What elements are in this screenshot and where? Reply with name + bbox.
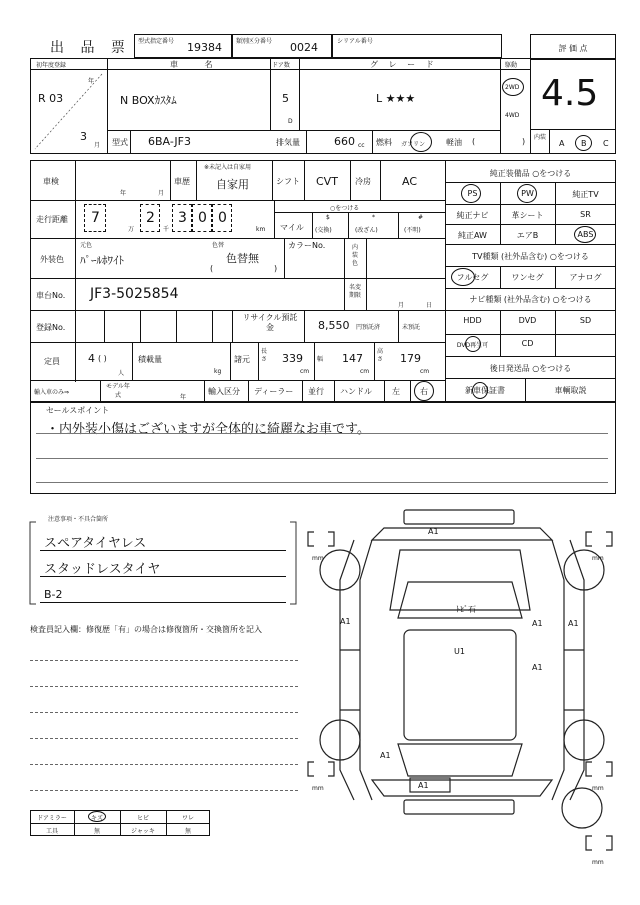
length-label: 長さ — [261, 348, 268, 363]
serial-box — [332, 34, 502, 58]
recycle-paid: 円預託済 — [356, 324, 381, 331]
mileage-box-0 — [84, 204, 106, 232]
inspection-label: 車検 — [43, 177, 59, 186]
import-label: 輸入車のみ⇒ — [34, 389, 70, 396]
grade-label: グ レ ー ド — [370, 60, 438, 69]
reg-no-label: 登録No. — [36, 323, 66, 332]
first-reg-era: R 03 — [38, 92, 64, 105]
displacement-value: 660 — [334, 135, 355, 148]
model-year-unit: 年 — [180, 394, 187, 401]
width-value: 147 — [342, 352, 363, 365]
star-mark: * — [372, 214, 375, 221]
displacement-label: 排気量 — [276, 138, 300, 147]
equip-pw-circle — [517, 184, 537, 203]
sales-text: ・内外装小傷はございますが全体的に綺麗なお車です。 — [46, 422, 370, 437]
shift-value: CVT — [316, 175, 338, 188]
history-label: 車歴 — [174, 177, 190, 186]
equip-leather: 革シート — [511, 211, 544, 220]
first-reg-year-unit: 年 — [88, 78, 95, 85]
equip-sr: SR — [580, 210, 591, 219]
mileage-digit-4: 0 — [218, 210, 227, 226]
car-damage-diagram — [300, 500, 630, 870]
width-cm: cm — [360, 368, 370, 375]
serial-label: シリアル番号 — [337, 38, 373, 45]
dims-label: 諸元 — [234, 355, 250, 364]
capacity-unit: 人 — [118, 370, 125, 377]
cooling-label: 冷房 — [355, 177, 371, 186]
mirror-label: ドアミラー — [37, 815, 67, 822]
dmg-label-right-door: A1 — [532, 663, 543, 672]
hash-mark: # — [418, 214, 424, 221]
unknown-label: (不明) — [404, 227, 421, 234]
car-name-value: N BOXｶｽﾀﾑ — [120, 94, 177, 107]
mileage-box-4 — [212, 204, 232, 232]
dmg-label-roof: U1 — [454, 647, 465, 656]
model-type-label: 型式 — [112, 138, 128, 147]
tv-analog: アナログ — [569, 273, 602, 282]
class-no-label: 類別区分番号 — [236, 38, 273, 45]
dmg-label-rear-left: A1 — [380, 751, 391, 760]
notes-line-0: スペアタイヤレス — [44, 536, 147, 551]
dmg-label-right-front: A1 — [532, 619, 543, 628]
drive-label: 駆動 — [505, 62, 518, 69]
load-kg: kg — [214, 368, 222, 375]
length-value: 339 — [282, 352, 303, 365]
mm-label-fr: mm — [592, 555, 604, 562]
interior-grade-a: A — [559, 139, 565, 148]
jack-value: 無 — [184, 828, 191, 835]
mileage-label: 走行距離 — [36, 215, 68, 224]
handle-label: ハンドル — [340, 387, 372, 396]
first-reg-month-unit: 月 — [94, 142, 101, 149]
nav-title: ナビ種類 (社外品含む) ○をつける — [469, 295, 592, 304]
sales-label: セールスポイント — [46, 406, 110, 415]
nav-sd: SD — [579, 316, 592, 325]
later-title: 後日発送品 ○をつける — [489, 364, 572, 373]
import-dealer: ディーラー — [254, 387, 294, 396]
nav-hdd: HDD — [463, 316, 482, 325]
model-no-value: 19384 — [187, 41, 222, 54]
name-change-label: 名変期限 — [349, 284, 362, 299]
fuel-gasoline: ガソリン — [401, 141, 426, 148]
dmg-label-rear: A1 — [418, 781, 429, 790]
length-cm: cm — [300, 368, 310, 375]
dollar-mark: $ — [326, 214, 330, 221]
tv-fullseg-circle — [451, 268, 475, 286]
notes-label: 注意事項・不具合箇所 — [48, 516, 109, 523]
doors-sub: D — [288, 118, 293, 125]
tv-oneseg: ワンセグ — [511, 273, 544, 282]
notes-line-1: スタッドレスタイヤ — [44, 562, 161, 577]
mm-label-rl: mm — [312, 785, 324, 792]
interior-grade-circle — [575, 135, 592, 151]
recycle-label: リサイクル預託金 — [242, 313, 298, 332]
mileage-digit-1: 2 — [146, 210, 155, 226]
mm-label-spare: mm — [592, 859, 604, 866]
capacity-label: 定員 — [44, 357, 60, 366]
recycle-amount: 8,550 — [318, 319, 350, 332]
fuel-circle — [410, 132, 432, 152]
handle-left: 左 — [392, 387, 400, 396]
grade-points-box — [530, 34, 616, 154]
drive-circle — [502, 78, 524, 96]
equip-ps: PS — [467, 189, 478, 198]
mirror-break: ワレ — [181, 815, 194, 822]
orig-color-label: 元色 — [80, 242, 93, 249]
mile-label: マイル — [280, 223, 304, 232]
import-type-label: 輸入区分 — [208, 387, 240, 396]
color-label: 外装色 — [40, 255, 64, 264]
shift-label: シフト — [276, 177, 300, 186]
displacement-unit: cc — [358, 142, 365, 149]
sales-box — [30, 402, 616, 494]
color-no-label: カラーNo. — [288, 241, 326, 250]
load-label: 積載量 — [138, 355, 162, 364]
nav-dvd: DVD — [518, 316, 537, 325]
jack-label: ジャッキ — [131, 828, 155, 835]
doors-label: ドア数 — [272, 62, 290, 69]
first-reg-month: 3 — [80, 130, 87, 143]
drive-4wd: 4WD — [505, 112, 520, 119]
equip-aw: 純正AW — [458, 231, 487, 240]
doors-value: 5 — [282, 92, 289, 105]
form-title: 出 品 票 — [50, 40, 131, 56]
handle-right: 右 — [420, 387, 428, 396]
mm-label-fl: mm — [312, 555, 324, 562]
later-manual: 車輌取説 — [554, 386, 587, 395]
interior-label: 内装 — [534, 134, 547, 141]
name-change-month: 月 — [398, 302, 405, 309]
tools-value: 無 — [93, 828, 100, 835]
exchange-label: (交換) — [315, 227, 332, 234]
mileage-man: 万 — [128, 226, 135, 233]
orig-color-value: ﾊﾟｰﾙﾎﾜｲﾄ — [80, 254, 124, 267]
tools-label: 工具 — [45, 828, 58, 835]
class-no-value: 0024 — [290, 41, 318, 54]
car-name-label: 車 名 — [170, 60, 225, 69]
tv-title: TV種類 (社外品含む) ○をつける — [472, 252, 589, 261]
equip-tv: 純正TV — [572, 190, 599, 199]
altered-label: (改ざん) — [355, 227, 378, 234]
mileage-digit-3: 0 — [198, 210, 207, 226]
repaint-label: 色替 — [212, 242, 225, 249]
cd: CD — [521, 339, 534, 348]
mm-label-rr: mm — [592, 785, 604, 792]
grade-value: L ★★★ — [376, 92, 416, 105]
inspection-month-unit: 月 — [158, 190, 165, 197]
equip-abs: ABS — [577, 230, 594, 239]
drive-2wd: 2WD — [505, 84, 520, 91]
equip-abs-circle — [574, 226, 596, 243]
notes-line-2: B-2 — [44, 588, 63, 601]
dvd-play-circle — [465, 336, 481, 352]
interior-grade-b: B — [581, 139, 587, 148]
inspection-year-unit: 年 — [120, 190, 127, 197]
grade-points-label: 評 価 点 — [558, 44, 588, 53]
interior-color-label: 内装色 — [352, 244, 359, 267]
width-label: 幅 — [317, 356, 324, 363]
dmg-label-right-fender: A1 — [568, 619, 579, 628]
model-no-label: 型式指定番号 — [138, 38, 175, 45]
mirror-scratch: キズ — [91, 815, 103, 822]
mirror-scratch-circle — [88, 811, 106, 822]
interior-grade-c: C — [603, 139, 609, 148]
inspector-label: 検査員記入欄：修復歴「有」の場合は修復箇所・交換箇所を記入 — [30, 625, 262, 634]
class-no-box — [232, 34, 332, 58]
equip-pw: PW — [521, 189, 534, 198]
cooling-value: AC — [402, 175, 418, 188]
model-year-label: モデル年式 — [106, 383, 130, 399]
later-warranty-circle — [472, 382, 488, 399]
equip-nav: 純正ナビ — [456, 211, 489, 220]
dvd-play: DVD再生可 — [456, 342, 489, 349]
mileage-box-3 — [192, 204, 212, 232]
mirror-crack: ヒビ — [136, 815, 149, 822]
height-value: 179 — [400, 352, 421, 365]
height-cm: cm — [420, 368, 430, 375]
capacity-value: 4 — [88, 352, 95, 365]
recycle-unpaid: 未預託 — [402, 324, 421, 331]
first-reg-label: 初年度登録 — [36, 62, 67, 69]
repaint-value: 色替無 — [226, 252, 259, 265]
history-note: ※未記入は自家用 — [204, 164, 252, 171]
equip-ps-circle — [461, 184, 481, 203]
height-label: 高さ — [377, 348, 384, 363]
handle-circle — [414, 381, 434, 401]
dmg-label-stone: ﾄﾋﾞ石 — [456, 605, 476, 614]
mark-label: ○をつける — [330, 205, 360, 212]
mileage-box-2 — [172, 204, 192, 232]
fuel-label: 燃料 — [376, 138, 392, 147]
model-no-box — [134, 34, 232, 58]
mileage-sen: 千 — [163, 226, 170, 233]
grade-points-value: 4.5 — [541, 73, 599, 114]
mileage-box-1 — [140, 204, 160, 232]
tv-fullseg: フルセグ — [456, 273, 489, 282]
dmg-label-left-front: A1 — [340, 617, 351, 626]
history-value: 自家用 — [216, 178, 249, 191]
import-parallel: 並行 — [308, 387, 324, 396]
dmg-label-front: A1 — [428, 527, 439, 536]
model-type-value: 6BA-JF3 — [148, 135, 191, 148]
mileage-digit-2: 3 — [178, 210, 187, 226]
capacity-paren: ( ) — [98, 354, 107, 363]
equipment-title: 純正装備品 ○をつける — [489, 169, 572, 178]
chassis-label: 車台No. — [36, 291, 66, 300]
chassis-value: JF3-5025854 — [90, 286, 179, 302]
later-warranty: 新車保証書 — [465, 386, 505, 395]
mileage-digit-0: 7 — [91, 210, 100, 226]
mileage-km: km — [256, 226, 266, 233]
fuel-diesel: 軽油 — [446, 138, 462, 147]
equip-airbag: エアB — [516, 231, 539, 240]
